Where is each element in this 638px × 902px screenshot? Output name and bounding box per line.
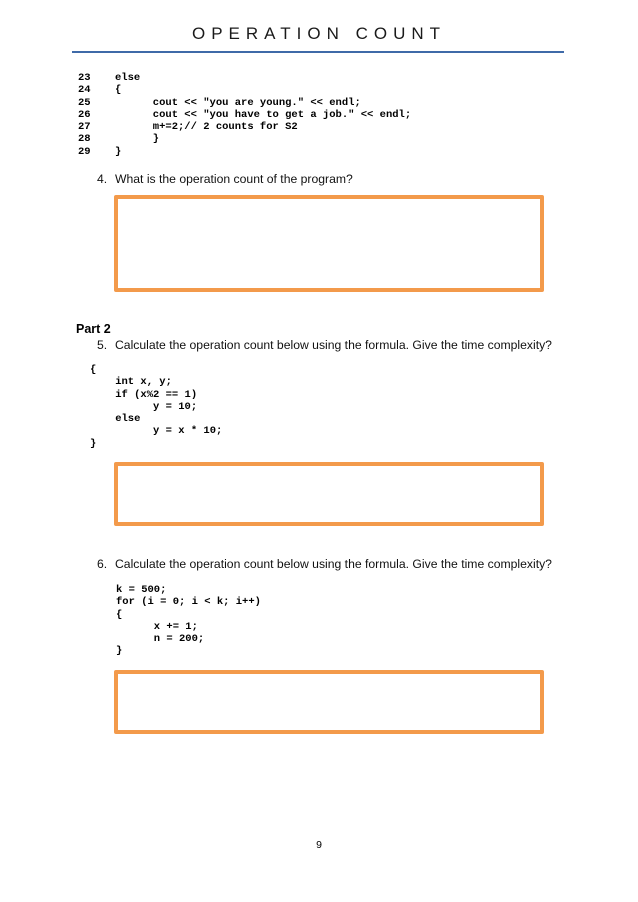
section-title-part-2: Part 2	[76, 322, 111, 336]
question-4: 4. What is the operation count of the program?	[97, 172, 353, 186]
code-listing-q6	[116, 584, 261, 658]
code-line: {	[116, 608, 123, 621]
code-line: 29 }	[78, 145, 122, 158]
code-line: int x, y;	[90, 376, 172, 389]
code-line: 28 }	[78, 133, 160, 146]
code-line: if (x%2 == 1)	[90, 388, 198, 401]
code-line: y = x * 10;	[90, 425, 223, 438]
code-line: }	[116, 645, 123, 658]
code-line: y = 10;	[90, 400, 198, 413]
question-6: 6. Calculate the operation count below using the formula. Give the time complexity?	[97, 557, 552, 571]
code-line: k = 500;	[116, 584, 167, 596]
page-number: 9	[316, 839, 322, 851]
question-5: 5. Calculate the operation count below using the formula. Give the time complexity?	[97, 338, 552, 352]
answer-box-q5[interactable]	[114, 462, 544, 526]
code-line: x += 1;	[116, 620, 198, 633]
page-header-title: OPERATION COUNT	[191, 24, 447, 43]
answer-box-q4[interactable]	[114, 195, 544, 292]
code-line: 24 {	[78, 84, 122, 97]
code-line: 25 cout << "you are young." << endl;	[78, 96, 361, 109]
code-line: n = 200;	[116, 633, 205, 646]
code-listing-top	[78, 72, 411, 158]
code-line: else	[90, 413, 141, 426]
answer-box-q6[interactable]	[114, 670, 544, 734]
code-listing-q5	[90, 364, 222, 450]
code-line: 23 else	[78, 72, 141, 84]
header-divider	[72, 51, 564, 53]
code-line: for (i = 0; i < k; i++)	[116, 596, 261, 609]
code-line: {	[90, 364, 97, 376]
code-line: 27 m+=2;// 2 counts for S2	[78, 121, 298, 134]
code-line: }	[90, 437, 97, 450]
code-line: 26 cout << "you have to get a job." << endl;	[78, 108, 412, 121]
